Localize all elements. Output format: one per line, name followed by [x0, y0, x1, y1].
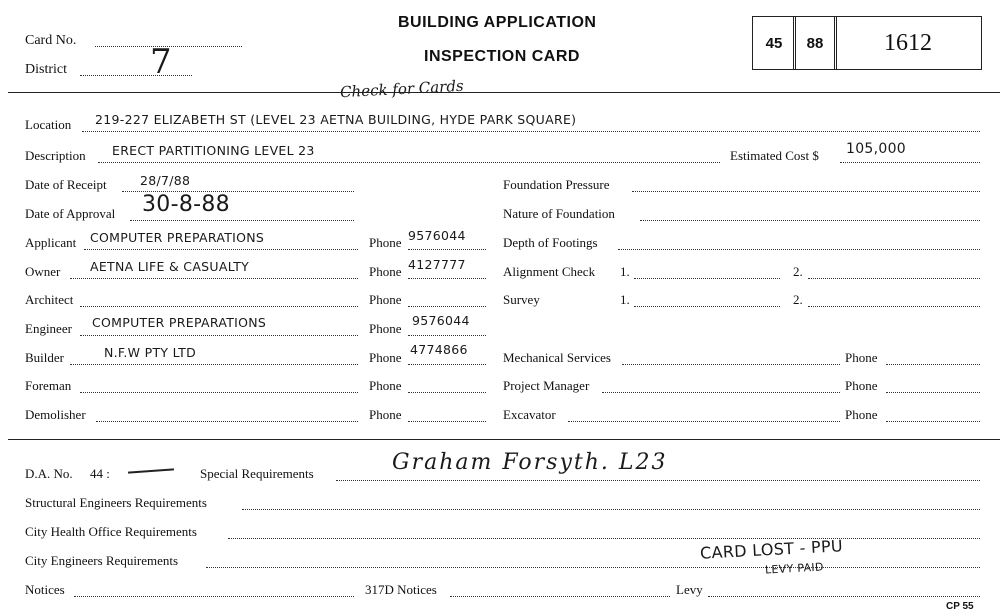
levy-paid-note: LEVY PAID [764, 560, 825, 577]
form-code: CP 55 [946, 601, 974, 612]
special-requirements-line [336, 480, 980, 481]
engineer-phone-label: Phone [369, 321, 402, 336]
demolisher-phone-label: Phone [369, 407, 402, 422]
engineer-phone-line [408, 335, 486, 336]
engineer-value: COMPUTER PREPARATIONS [92, 315, 267, 330]
project-manager-line [602, 392, 840, 393]
check-note: Check for Cards [339, 76, 465, 102]
estimated-cost-value: 105,000 [846, 141, 906, 157]
nature-foundation-line [640, 220, 980, 221]
applicant-phone-label: Phone [369, 235, 402, 250]
builder-label: Builder [25, 350, 64, 365]
owner-phone-line [408, 278, 486, 279]
health-label: City Health Office Requirements [25, 524, 197, 539]
nature-foundation-label: Nature of Foundation [503, 206, 615, 221]
notices-line [74, 596, 354, 597]
mechanical-phone-label: Phone [845, 350, 878, 365]
foreman-line [80, 392, 358, 393]
card-box-88: 88 [793, 16, 837, 70]
alignment-check-label: Alignment Check [503, 264, 596, 279]
project-manager-label: Project Manager [503, 378, 590, 393]
survey-line1 [634, 306, 780, 307]
alignment-line2 [808, 278, 980, 279]
title-line1: BUILDING APPLICATION [398, 14, 597, 31]
builder-phone: 4774866 [410, 342, 468, 357]
alignment-num2: 2. [793, 264, 803, 279]
district-value: 7 [150, 42, 172, 82]
owner-phone: 4127777 [408, 257, 466, 272]
description-line [98, 162, 720, 163]
estimated-cost-label: Estimated Cost $ [730, 148, 819, 163]
engineer-line [80, 335, 358, 336]
owner-phone-label: Phone [369, 264, 402, 279]
survey-line2 [808, 306, 980, 307]
builder-phone-label: Phone [369, 350, 402, 365]
applicant-phone: 9576044 [408, 228, 466, 243]
builder-value: N.F.W PTY LTD [104, 345, 196, 360]
alignment-line1 [634, 278, 780, 279]
date-approval-value: 30-8-88 [142, 192, 230, 217]
architect-label: Architect [25, 292, 74, 307]
date-approval-label: Date of Approval [25, 206, 116, 221]
foreman-label: Foreman [25, 378, 72, 393]
district-line [80, 75, 192, 76]
excavator-phone-line [886, 421, 980, 422]
location-line [82, 131, 980, 132]
da-label: D.A. No. [25, 466, 73, 481]
special-requirements-label: Special Requirements [200, 466, 314, 481]
special-requirements-value: Graham Forsyth. L23 [392, 450, 668, 475]
foundation-pressure-line [632, 191, 980, 192]
owner-label: Owner [25, 264, 61, 279]
demolisher-line [96, 421, 358, 422]
applicant-label: Applicant [25, 235, 77, 250]
demolisher-label: Demolisher [25, 407, 86, 422]
survey-label: Survey [503, 292, 540, 307]
location-value: 219-227 ELIZABETH ST (LEVEL 23 AETNA BUILDING, HYDE PARK SQUARE) [95, 112, 577, 127]
builder-line [70, 364, 358, 365]
project-manager-phone-line [886, 392, 980, 393]
builder-phone-line [408, 364, 486, 365]
date-approval-line [130, 220, 354, 221]
description-value: ERECT PARTITIONING LEVEL 23 [112, 143, 315, 158]
notices-label: Notices [25, 582, 65, 597]
health-line [228, 538, 980, 539]
city-engineers-label: City Engineers Requirements [25, 553, 179, 568]
notices-317d-label: 317D Notices [365, 582, 437, 597]
applicant-value: COMPUTER PREPARATIONS [90, 230, 265, 245]
date-receipt-label: Date of Receipt [25, 177, 107, 192]
applicant-phone-line [408, 249, 486, 250]
architect-phone-line [408, 306, 486, 307]
notices-317d-line [450, 596, 670, 597]
city-engineers-line [206, 567, 980, 568]
architect-line [80, 306, 358, 307]
card-lost-note: CARD LOST - PPU [699, 536, 844, 563]
excavator-label: Excavator [503, 407, 556, 422]
applicant-line [84, 249, 358, 250]
location-label: Location [25, 117, 72, 132]
title-line2: INSPECTION CARD [424, 48, 580, 65]
mechanical-label: Mechanical Services [503, 350, 611, 365]
structural-label: Structural Engineers Requirements [25, 495, 207, 510]
district-label: District [25, 62, 67, 77]
description-label: Description [25, 148, 86, 163]
excavator-phone-label: Phone [845, 407, 878, 422]
depth-footings-label: Depth of Footings [503, 235, 598, 250]
levy-label: Levy [676, 582, 703, 597]
architect-phone-label: Phone [369, 292, 402, 307]
excavator-line [568, 421, 840, 422]
survey-num2: 2. [793, 292, 803, 307]
foreman-phone-label: Phone [369, 378, 402, 393]
owner-value: AETNA LIFE & CASUALTY [90, 259, 250, 274]
owner-line [70, 278, 358, 279]
engineer-phone: 9576044 [412, 313, 470, 328]
card-box-45: 45 [752, 16, 796, 70]
levy-line [708, 596, 980, 597]
mechanical-line [622, 364, 840, 365]
da-dash [128, 468, 174, 473]
foreman-phone-line [408, 392, 486, 393]
da-value: 44 : [90, 466, 110, 481]
header-divider [8, 92, 1000, 93]
estimated-cost-line [840, 162, 980, 163]
section-divider [8, 439, 1000, 440]
card-box-number: 1612 [834, 16, 982, 70]
project-manager-phone-label: Phone [845, 378, 878, 393]
date-receipt-value: 28/7/88 [140, 173, 191, 188]
structural-line [242, 509, 980, 510]
demolisher-phone-line [408, 421, 486, 422]
alignment-num1: 1. [620, 264, 630, 279]
depth-footings-line [618, 249, 980, 250]
card-no-label: Card No. [25, 33, 77, 48]
mechanical-phone-line [886, 364, 980, 365]
engineer-label: Engineer [25, 321, 72, 336]
survey-num1: 1. [620, 292, 630, 307]
foundation-pressure-label: Foundation Pressure [503, 177, 610, 192]
